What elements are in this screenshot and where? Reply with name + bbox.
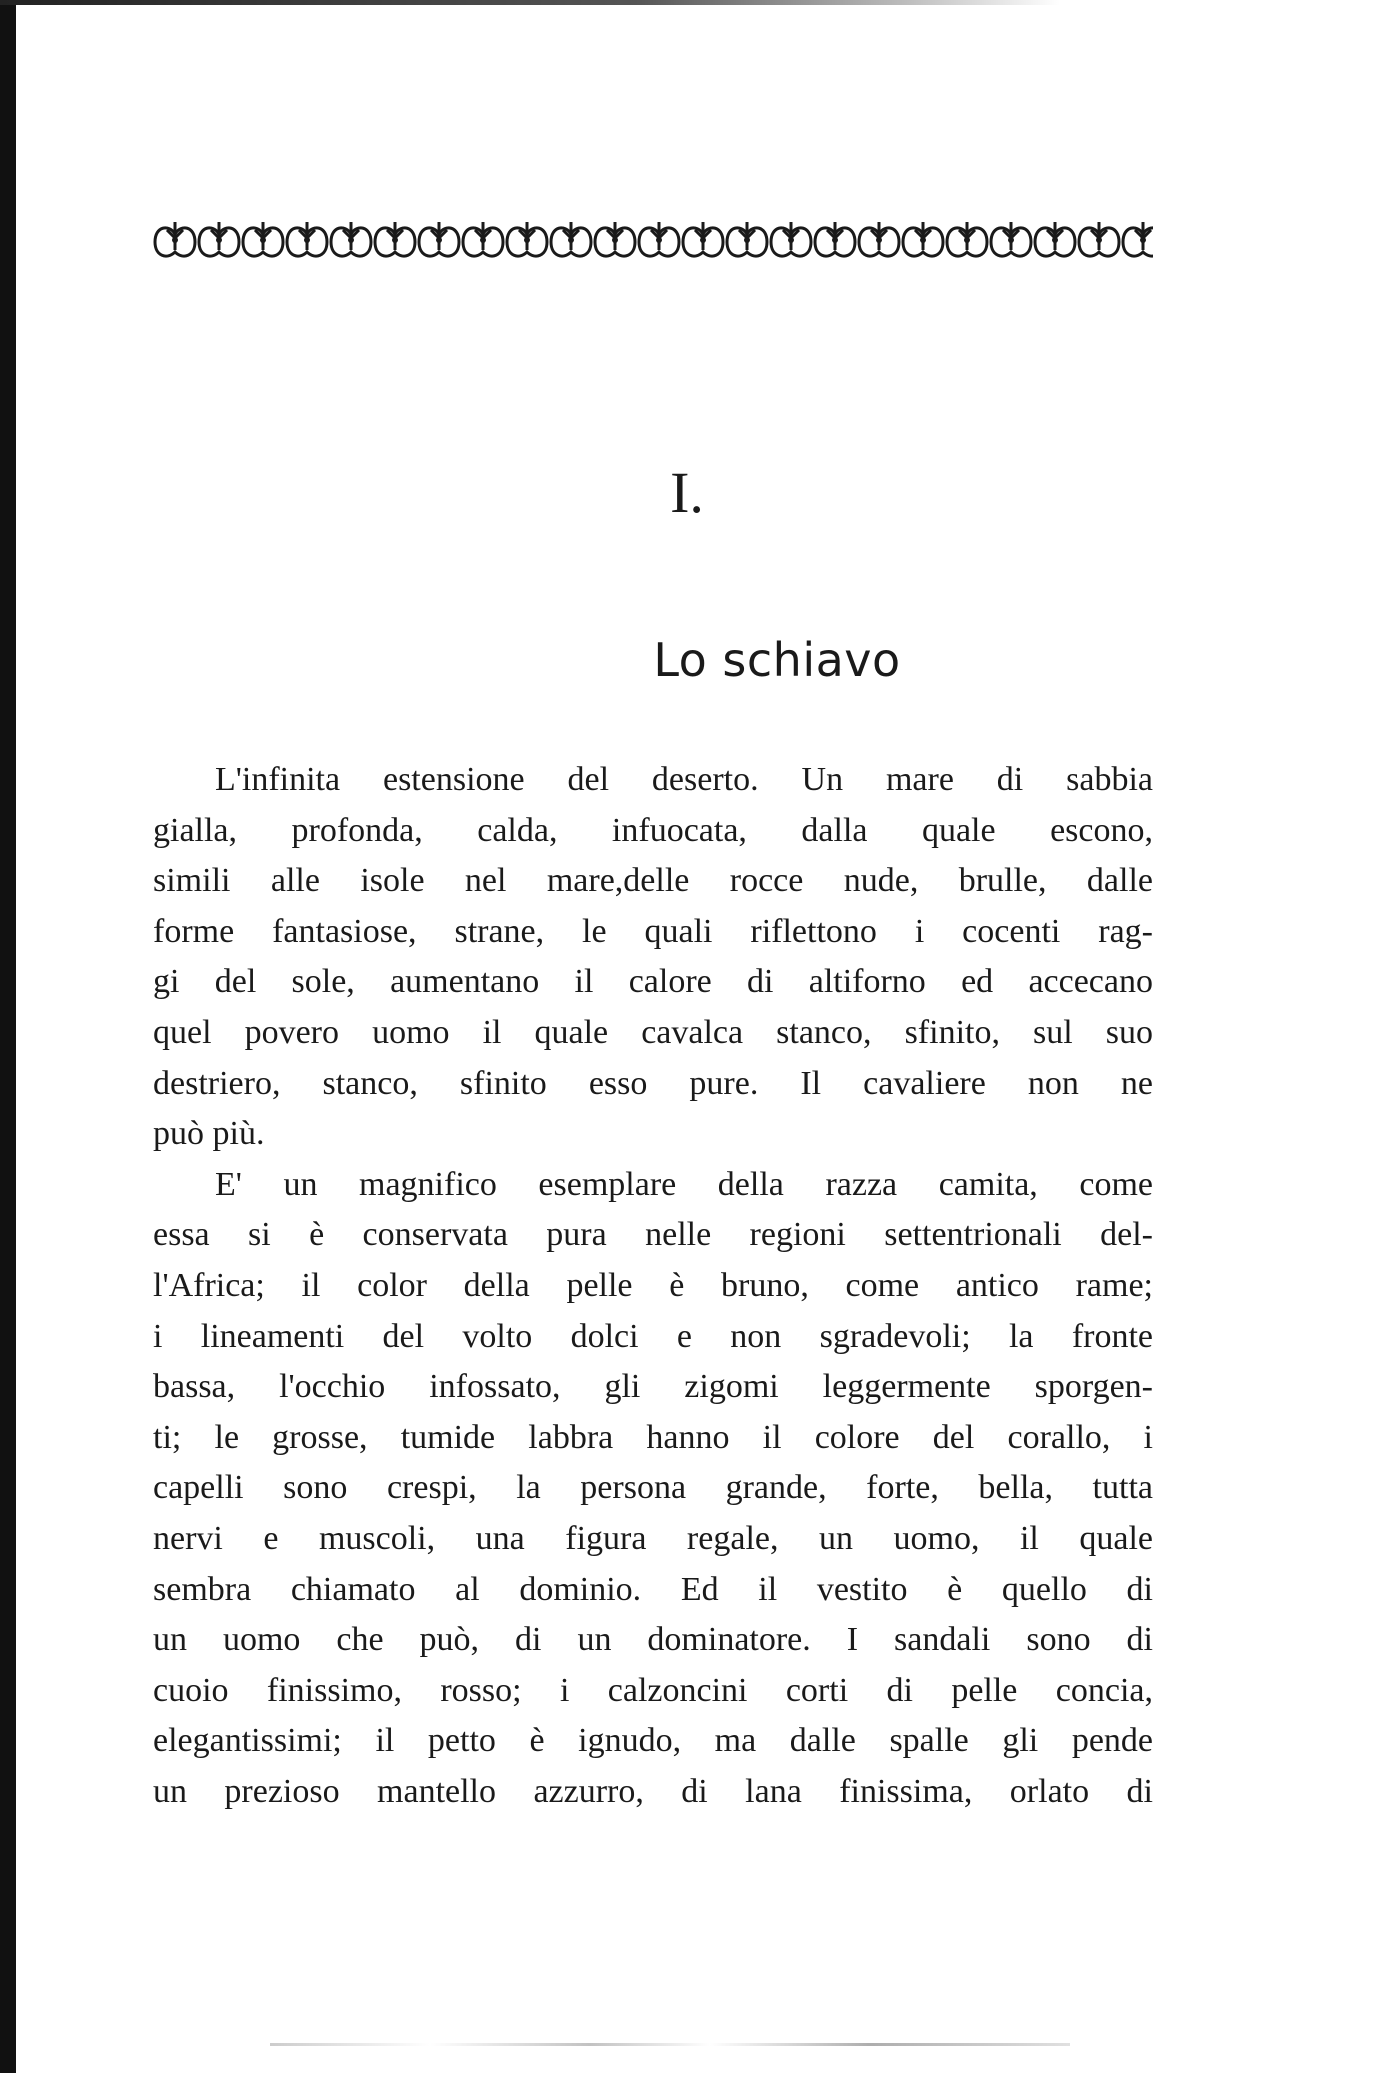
scan-binding-edge (0, 0, 16, 2073)
text-line: bassa, l'occhio infossato, gli zigomi leggermente sporgen- (153, 1368, 1153, 1406)
ornament-icon (153, 214, 1153, 266)
decorative-ornament-band (153, 214, 1153, 266)
text-line: quel povero uomo il quale cavalca stanco, sfinito, sul suo (153, 1013, 1153, 1051)
body-text (153, 755, 1153, 1817)
scan-bottom-artifact (270, 2043, 1070, 2046)
text-line: gialla, profonda, calda, infuocata, dalla quale escono, (153, 811, 1153, 849)
text-line: un prezioso mantello azzurro, di lana finissima, orlato di (153, 1772, 1153, 1810)
text-line: nervi e muscoli, una figura regale, un uomo, il quale (153, 1519, 1153, 1557)
text-line: cuoio finissimo, rosso; i calzoncini corti di pelle concia, (153, 1671, 1153, 1709)
text-line: simili alle isole nel mare,delle rocce nude, brulle, dalle (153, 862, 1153, 900)
paragraph (153, 755, 1153, 1160)
text-line: un uomo che può, di un dominatore. I sandali sono di (153, 1621, 1153, 1659)
paragraph (153, 1160, 1153, 1818)
text-line: gi del sole, aumentano il calore di altiforno ed accecano (153, 963, 1153, 1001)
text-line: ti; le grosse, tumide labbra hanno il colore del corallo, i (153, 1418, 1153, 1456)
text-line: destriero, stanco, sfinito esso pure. Il cavaliere non ne (153, 1064, 1153, 1102)
text-line: elegantissimi; il petto è ignudo, ma dalle spalle gli pende (153, 1722, 1153, 1760)
chapter-number: I. (670, 460, 704, 525)
scan-top-edge (0, 0, 1060, 5)
chapter-title: Lo schiavo (653, 633, 901, 687)
text-line: sembra chiamato al dominio. Ed il vestito è quello di (153, 1570, 1153, 1608)
text-line: capelli sono crespi, la persona grande, forte, bella, tutta (153, 1469, 1153, 1507)
text-line: essa si è conservata pura nelle regioni settentrionali del- (153, 1216, 1153, 1254)
text-line: i lineamenti del volto dolci e non sgradevoli; la fronte (153, 1317, 1153, 1355)
text-line: E' un magnifico esemplare della razza camita, come (215, 1165, 1153, 1203)
text-line: può più. (153, 1115, 265, 1153)
text-line: l'Africa; il color della pelle è bruno, come antico rame; (153, 1266, 1153, 1304)
text-line: L'infinita estensione del deserto. Un mare di sabbia (215, 761, 1153, 798)
text-line: forme fantasiose, strane, le quali riflettono i cocenti rag- (153, 912, 1153, 950)
